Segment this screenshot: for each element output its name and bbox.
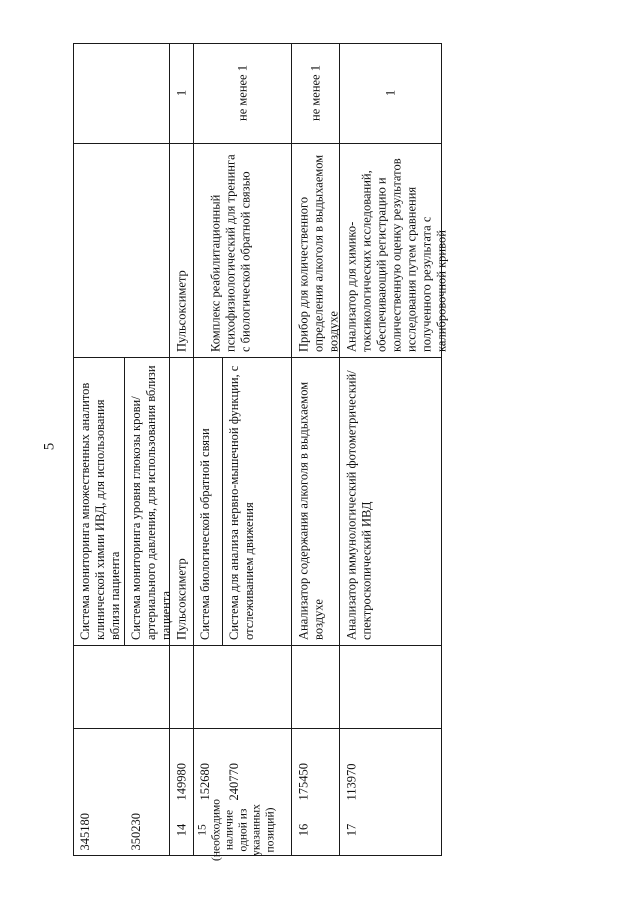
item-code: 240770	[227, 762, 241, 800]
table-row	[340, 728, 441, 805]
quantity-cell	[170, 43, 193, 143]
item-name: Анализатор содержания алкоголя в выдыхаемом воздухе	[296, 381, 325, 640]
equipment-name: Прибор для количественного определения алкоголя в выдыхаемом воздухе	[296, 154, 340, 352]
page-number: 5	[41, 442, 58, 451]
equipment-cell	[194, 143, 291, 357]
quantity-cell	[194, 43, 291, 143]
row-number: 15 (необходимо наличие одной из указанных позиций)	[196, 798, 276, 861]
item-code: 345180	[78, 812, 92, 850]
quantity: не менее 1	[308, 65, 322, 121]
quantity: не менее 1	[235, 65, 249, 121]
table-row	[223, 728, 291, 805]
equipment-name: Пульсоксиметр	[174, 270, 188, 352]
row-number: 14	[174, 823, 188, 837]
item-code: 149980	[174, 762, 188, 800]
table-row	[170, 728, 193, 805]
item-code: 113970	[344, 762, 358, 800]
equipment-cell	[292, 143, 339, 357]
item-code: 350230	[129, 812, 143, 850]
quantity: 1	[174, 89, 188, 97]
item-name-cell	[170, 357, 193, 645]
item-name-cell	[194, 357, 222, 645]
item-name: Анализатор иммунологический фотометрический/спектроскопический ИВД	[344, 370, 373, 640]
table-row	[292, 728, 339, 805]
item-name: Пульсоксиметр	[174, 558, 188, 640]
row-number: 16	[296, 823, 310, 837]
item-name: Система мониторинга множественных аналитов клинической химии ИВД, для использования вблизи пациента	[78, 382, 122, 640]
item-name: Система мониторинга уровня глюкозы крови/артериального давления, для использования вблизи пациента	[129, 365, 173, 640]
item-name-cell	[74, 357, 124, 645]
quantity-cell	[340, 43, 441, 143]
item-code: 152680	[198, 762, 212, 800]
item-name: Система биологической обратной связи	[198, 428, 212, 640]
table-row	[194, 728, 222, 805]
row-number: 17	[344, 823, 358, 837]
equipment-name: Комплекс реабилитационный психофизиологический для тренинга с биологической обратной связью	[208, 154, 252, 352]
item-name-cell	[340, 357, 441, 645]
table-row	[125, 728, 169, 855]
quantity: 1	[383, 89, 397, 97]
row-number-cell	[292, 805, 339, 855]
quantity-cell	[292, 43, 339, 143]
row-number-cell	[194, 798, 291, 861]
table-row	[74, 728, 124, 855]
equipment-name: Анализатор для химико-токсикологических исследований, обеспечивающий регистрацию и количественную оценку результатов исследования путем сравнения полученного результата с калибровочной кривой	[344, 158, 448, 352]
item-name-cell	[292, 357, 339, 645]
equipment-cell	[170, 143, 193, 357]
item-code: 175450	[296, 762, 310, 800]
row-number-cell	[170, 805, 193, 855]
equipment-cell	[340, 143, 448, 357]
item-name-cell	[223, 357, 291, 645]
row-number-cell	[340, 805, 441, 855]
item-name: Система для анализа нервно-мышечной функции, с отслеживанием движения	[227, 365, 256, 640]
item-name-cell	[125, 357, 173, 645]
